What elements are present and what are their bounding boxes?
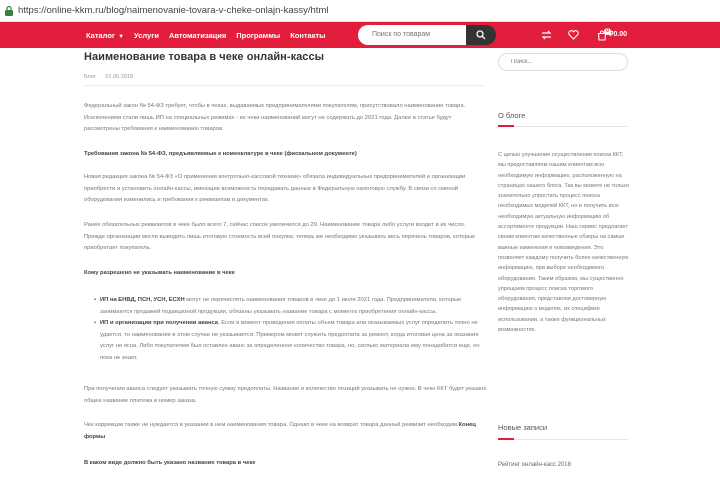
paragraph-advance: При получении аванса следует указывать точную сумму предоплаты. Название и количество позиций указывать не нужно. В чеке ККТ будет указано общее название платежа и номер заказа.: [84, 386, 487, 404]
wishlist-heart-icon[interactable]: [567, 29, 579, 41]
divider: [84, 85, 484, 86]
sidebar-search-input[interactable]: [498, 53, 628, 71]
article-category[interactable]: Блог: [84, 74, 96, 80]
section-heading-requirements: Требования закона № 54-ФЗ, предъявляемые к номенклатуре в чеке (фискальном документе): [84, 151, 357, 157]
paragraph-correction-bold: Конец формы: [84, 422, 476, 440]
main-nav: [0, 22, 720, 48]
divider: [498, 126, 628, 127]
accent-underline: [498, 438, 514, 440]
list-item-bold: ИП и организации при получении аванса: [100, 320, 218, 326]
address-bar[interactable]: [0, 0, 720, 22]
list-item-text: [100, 295, 488, 318]
url-text[interactable]: https://online-kkm.ru/blog/naimenovanie-tovara-v-cheke-onlajn-kassy/html: [18, 5, 329, 16]
article-date: 01.06.2018: [105, 74, 133, 80]
nav-item-contacts[interactable]: Контакты: [290, 30, 326, 40]
list-item: [84, 318, 488, 364]
nav-item-programs[interactable]: Программы: [236, 30, 281, 40]
list-item-text: [100, 318, 488, 364]
about-text: С целью улучшения осуществления поиска ККТ, мы предоставляем нашим клиентам всю необходимую информацию, расположенную на страницах нашего блога. Так вы можете не только значительно упростить процесс поиска необходимых моделей ККТ, но и получить всю необходимую актуальную информацию об ассортименте продукции. Наш сервис предлагает своим клиентам качественные обзоры на самые важные изменения и нововведения. Это позволяет каждому получить более качественную информацию, при выборе необходимого оборудования. Таким образом, мы существенно упрощаем процесс поиска торгового оборудования, представляя достоверную информацию о моделях, их специфике использования, а также функциональных возможностях.: [498, 152, 629, 334]
about-heading: О блоге: [498, 111, 526, 120]
search-icon: [476, 30, 486, 40]
product-search-input[interactable]: [358, 25, 466, 45]
section-heading-format: В каком виде должно быть указано название товара в чеке: [84, 460, 256, 466]
paragraph-intro: Федеральный закон № 54-ФЗ требует, чтобы в чеках, выдаваемых предпринимателями покупателям, присутствовало наименование товара. Исключением стали лишь ИП на специальных режимах - их чеки наименований могут не содержать до 2021 года. Далее в статье будут рассмотрены требования к наименованию товаров.: [84, 103, 466, 132]
article-title: Наименование товара в чеке онлайн-кассы: [84, 51, 325, 63]
nav-item-automation[interactable]: Автоматизация: [168, 30, 227, 40]
nav-item-services[interactable]: Услуги: [134, 30, 159, 40]
paragraph-correction: [84, 420, 488, 443]
nav-menu: [86, 22, 336, 48]
search-button[interactable]: [466, 25, 496, 45]
paragraph-correction-text: Чек коррекции также не нуждается в указании в нем наименования товара. Однако в чеке на возврат товара данный реквизит необходим.: [84, 422, 459, 428]
cart-total[interactable]: ₽0.00: [609, 31, 628, 38]
section-heading-exceptions: Кому разрешено не указывать наименование в чеке: [84, 270, 235, 276]
paragraph-requisites: Ранее обязательных реквизитов в чеке было всего 7, сейчас список увеличился до 29. Наименование товара либо услуги входит в их число. Прежде организации могли выводить лишь итоговую стоимость всей покупки, теперь же необходимо указывать весь перечень товаров, которые приобретает покупатель.: [84, 222, 476, 251]
list-item: [84, 295, 488, 318]
nav-item-catalog-label: Каталог: [86, 30, 116, 40]
nav-item-catalog[interactable]: [86, 31, 124, 40]
lock-icon: [4, 5, 14, 17]
cart-count-badge: 0: [604, 28, 611, 35]
recent-post-link[interactable]: Рейтинг онлайн-касс 2018: [498, 462, 571, 468]
list-item-body: . Если в момент проведения оплаты объем товара или оказываемых услуг определить точно не удается, то наименование в этом случае не указывается. Примером может служить предоплата за ремонт, когда итоговая цена за оказание услуг не ясна. Либо покупателем был оставлен аванс за определенное количество товара, но, сколько материала ему понадобится еще, он пока не знает.: [100, 320, 480, 361]
list-item-body: могут не перечислять наименования товаров в чеке до 1 июля 2021 года. Предприниматели, которые занимаются продажей подакцизной продукции, обязаны указывать название товара с момента приобретения онлайн-кассы.: [100, 297, 462, 315]
list-item-bold: ИП на ЕНВД, ПСН, УСН, ЕСХН: [100, 297, 185, 303]
paragraph-new-law: Новая редакция закона № 54-ФЗ «О применении контрольно-кассовой техники» обязала индивидуальных предпринимателей и организации приобрести и установить онлайн-кассы, имеющие возможность передавать данные в Федеральную налоговую службу. В связи со сменой оборудования изменились и требования к реквизитам в документах.: [84, 174, 466, 203]
chevron-down-icon: ▼: [118, 33, 125, 40]
recent-posts-heading: Новые записи: [498, 423, 548, 432]
article-meta: [84, 74, 141, 80]
accent-underline: [498, 125, 514, 127]
compare-icon[interactable]: [540, 29, 552, 41]
exceptions-list: [84, 295, 488, 364]
bullet-marker: •: [93, 320, 96, 326]
bullet-marker: •: [93, 297, 96, 303]
divider: [498, 439, 628, 440]
